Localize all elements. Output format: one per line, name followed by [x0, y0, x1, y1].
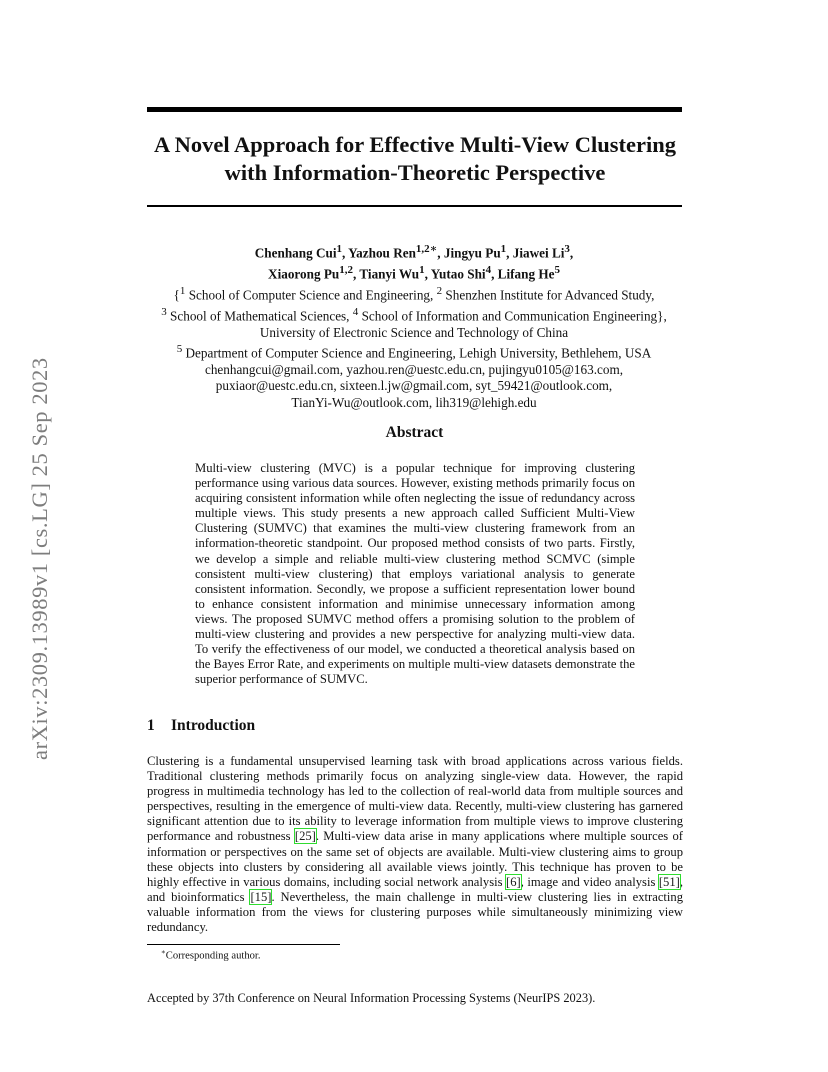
citation-link[interactable]: [15]: [250, 889, 272, 904]
affil-sup: 3: [161, 305, 167, 318]
section-heading-introduction: [147, 717, 255, 735]
introduction-paragraph: [147, 754, 683, 935]
paragraph-text: . Multi-view data arise in many applications where multiple sources of information or perspectives on the same set of objects are available. Multi-view clustering aims to group these objects into clusters by considering all available views jointly. This technique has proven to be highly effective in various domains, including social network analysis: [147, 829, 683, 889]
author-names-line-1: [140, 241, 688, 262]
author-sep: ,: [342, 245, 349, 261]
author-name: Chenhang Cui: [254, 245, 337, 261]
paper-title: [120, 131, 710, 187]
author-affil-sup: 1: [419, 263, 425, 276]
affil-text: School of Information and Communication Engineering},: [358, 308, 667, 324]
author-name: Yazhou Ren: [348, 245, 416, 261]
venue-note: Accepted by 37th Conference on Neural Information Processing Systems (NeurIPS 2023).: [147, 991, 596, 1005]
affil-text: School of Mathematical Sciences,: [166, 308, 353, 324]
author-name: Xiaorong Pu: [268, 266, 340, 282]
affiliation-line: [140, 341, 688, 362]
section-number: 1: [147, 717, 155, 734]
affil-brace: {: [173, 287, 180, 303]
affil-sup: 2: [436, 284, 443, 297]
affiliation-line: [140, 283, 688, 304]
author-affil-sup-text: 1,2: [415, 243, 430, 255]
affiliation-line: [140, 304, 688, 325]
author-affil-sup: 4: [485, 263, 492, 276]
title-top-rule: [147, 107, 682, 112]
paragraph-text: , image and video analysis: [520, 874, 659, 889]
paragraph-text: Clustering is a fundamental unsupervised learning task with broad applications across various fields. Traditional clustering methods primarily focus on analyzing single-view data. However, the rapid progress in multimedia technology has led to the collection of real-world data from multiple sources and perspectives, resulting in the emergence of multi-view data. Recently, multi-view clustering has garnered significant attention due to its ability to leverage information from multiple views to improve clustering performance and robustness: [147, 754, 683, 844]
affil-text: School of Computer Science and Engineering,: [185, 287, 437, 303]
affil-sup: 1: [179, 284, 186, 297]
author-affil-sup: 1,2: [339, 263, 353, 276]
author-affil-sup: 1: [500, 243, 507, 255]
email-line: TianYi-Wu@outlook.com, lih319@lehigh.edu: [291, 394, 537, 410]
author-names-line-2: [140, 262, 688, 283]
title-line-2: with Information-Theoretic Perspective: [224, 160, 606, 185]
author-sep: ,: [491, 266, 498, 282]
affil-text: Shenzhen Institute for Advanced Study,: [442, 287, 655, 303]
footnote-text: Corresponding author.: [165, 950, 261, 962]
section-title: Introduction: [171, 717, 256, 734]
affil-sup: 4: [352, 305, 359, 318]
author-name: Yutao Shi: [430, 266, 486, 282]
title-bottom-rule: [147, 205, 682, 207]
author-block: [140, 241, 688, 411]
author-affil-sup: 3: [564, 243, 570, 255]
author-affil-sup: [416, 243, 437, 255]
author-name: Tianyi Wu: [359, 266, 420, 282]
paragraph-text: , and bioinformatics: [147, 874, 683, 904]
affil-text: Department of Computer Science and Engineering, Lehigh University, Bethlehem, USA: [182, 345, 652, 361]
affiliation-line: University of Electronic Science and Technology of China: [259, 324, 569, 340]
citation-link[interactable]: [6]: [506, 874, 521, 889]
arxiv-identifier: arXiv:2309.13989v1 [cs.LG] 25 Sep 2023: [27, 357, 52, 760]
footnote-mark: ∗: [161, 948, 166, 956]
author-name: Lifang He: [497, 266, 555, 282]
author-sep: ,: [569, 245, 574, 261]
author-affil-sup: 1: [336, 243, 343, 255]
citation-link[interactable]: [25]: [294, 829, 316, 844]
corresponding-mark: ∗: [429, 243, 438, 255]
abstract-heading: Abstract: [385, 424, 444, 441]
author-affil-sup: 5: [554, 263, 560, 276]
title-line-1: A Novel Approach for Effective Multi-View Clustering: [153, 132, 676, 157]
email-line: chenhangcui@gmail.com, yazhou.ren@uestc.edu.cn, pujingyu0105@163.com,: [204, 361, 624, 377]
author-name: Jiawei Li: [512, 245, 565, 261]
email-line: puxiaor@uestc.edu.cn, sixteen.l.jw@gmail.com, syt_59421@outlook.com,: [215, 378, 613, 394]
footnote: [161, 948, 261, 962]
author-name: Jingyu Pu: [443, 245, 501, 261]
citation-link[interactable]: [51]: [658, 874, 680, 889]
author-sep: ,: [424, 266, 431, 282]
paragraph-text: . Nevertheless, the main challenge in multi-view clustering lies in extracting valuable information from the views for clustering purposes while simultaneously minimizing view redundancy.: [147, 889, 683, 935]
author-sep: ,: [353, 266, 360, 282]
author-sep: ,: [437, 245, 444, 261]
abstract-body: Multi-view clustering (MVC) is a popular technique for improving clustering performance using various data sources. However, existing methods primarily focus on acquiring consistent information while often neglecting the issue of redundancy across multiple views. This study presents a new approach called Sufficient Multi-View Clustering (SUMVC) that examines the multi-view clustering framework from an information-theoretic standpoint. Our proposed method consists of two parts. Firstly, we develop a simple and reliable multi-view clustering method SCMVC (simple consistent multi-view clustering) that employs variational analysis to generate consistent information. Secondly, we propose a sufficient representation lower bound to enhance consistent information and minimise unnecessary information among views. The proposed SUMVC method offers a promising solution to the problem of multi-view clustering and provides a new perspective for analyzing multi-view data. To verify the effectiveness of our model, we conducted a theoretical analysis based on the Bayes Error Rate, and experiments on multiple multi-view datasets demonstrate the superior performance of SUMVC.: [195, 461, 635, 687]
author-sep: ,: [506, 245, 513, 261]
affil-sup: 5: [176, 343, 183, 356]
footnote-rule: [147, 944, 340, 945]
